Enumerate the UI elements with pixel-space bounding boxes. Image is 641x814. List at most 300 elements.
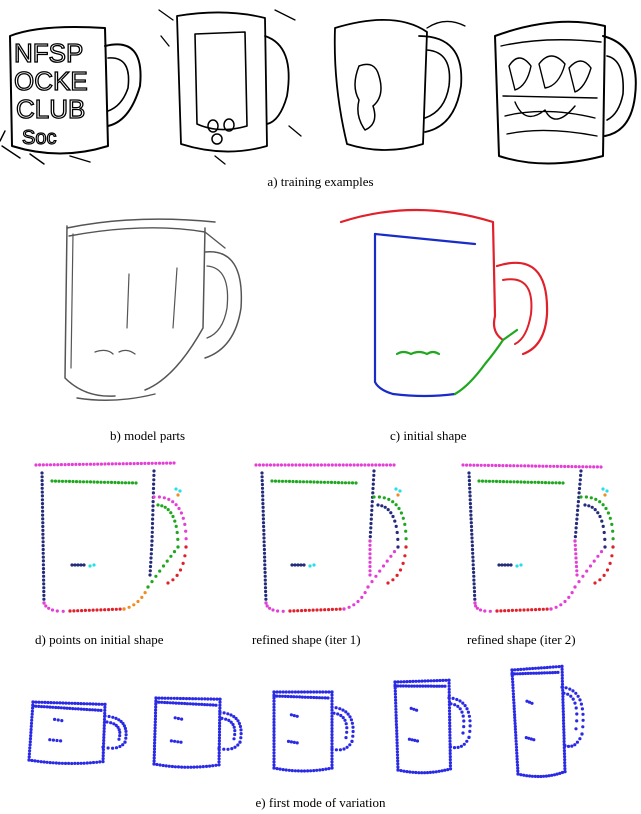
shape-point	[469, 498, 472, 501]
shape-point	[75, 480, 78, 483]
shape-point	[393, 680, 396, 683]
shape-point	[323, 463, 326, 466]
shape-point	[85, 702, 88, 705]
shape-point	[556, 465, 559, 468]
shape-point	[449, 702, 452, 705]
shape-point	[64, 480, 67, 483]
shape-point	[118, 728, 121, 731]
shape-point	[46, 761, 49, 764]
shape-point	[468, 715, 471, 718]
shape-point	[571, 689, 574, 692]
shape-point	[218, 754, 221, 757]
shape-point	[52, 701, 55, 704]
shape-point	[330, 700, 333, 703]
shape-point	[42, 567, 45, 570]
shape-point	[222, 748, 225, 751]
shape-point	[472, 567, 475, 570]
shape-point	[345, 722, 348, 725]
shape-point	[304, 696, 307, 699]
shape-point	[465, 464, 468, 467]
shape-point	[447, 696, 450, 699]
shape-point	[562, 713, 565, 716]
training-example-1	[0, 6, 150, 166]
shape-point	[567, 596, 570, 599]
shape-point	[89, 463, 92, 466]
shape-point	[29, 731, 32, 734]
shape-point	[468, 479, 471, 482]
shape-point	[394, 683, 397, 686]
shape-point	[491, 480, 494, 483]
shape-point	[470, 517, 473, 520]
shape-point	[589, 465, 592, 468]
shape-point	[154, 705, 157, 708]
shape-point	[526, 608, 529, 611]
shape-point	[344, 481, 347, 484]
shape-point	[291, 480, 294, 483]
shape-point	[136, 600, 139, 603]
shape-point	[515, 740, 518, 743]
shape-point	[309, 480, 312, 483]
model-parts-sketch	[55, 208, 255, 418]
shape-point	[189, 766, 192, 769]
shape-point	[384, 506, 387, 509]
shape-point	[124, 737, 127, 740]
shape-point	[356, 600, 359, 603]
shape-point	[389, 511, 392, 514]
shape-point	[282, 768, 285, 771]
shape-point	[47, 607, 50, 610]
shape-point	[42, 552, 45, 555]
shape-point	[211, 764, 214, 767]
shape-point	[448, 685, 451, 688]
shape-point	[287, 740, 290, 743]
shape-point	[272, 724, 275, 727]
shape-point	[324, 696, 327, 699]
shape-point	[41, 536, 44, 539]
shape-point	[151, 513, 154, 516]
shape-point	[468, 491, 471, 494]
shape-point	[94, 703, 97, 706]
shape-point	[42, 540, 45, 543]
shape-point	[264, 586, 267, 589]
shape-point	[74, 707, 77, 710]
shape-point	[152, 487, 155, 490]
shape-point	[342, 607, 345, 610]
shape-point	[561, 680, 564, 683]
shape-point	[230, 747, 233, 750]
shape-point	[574, 727, 577, 730]
shape-point	[330, 706, 333, 709]
shape-point	[272, 763, 275, 766]
shape-point	[282, 690, 285, 693]
shape-point	[330, 727, 333, 730]
shape-point	[124, 481, 127, 484]
shape-point	[330, 760, 333, 763]
shape-point	[288, 769, 291, 772]
shape-point	[327, 608, 330, 611]
shape-point	[332, 712, 335, 715]
shape-point	[579, 469, 582, 472]
shape-point	[605, 489, 608, 492]
shape-point	[232, 737, 235, 740]
shape-point	[372, 469, 375, 472]
shape-point	[396, 750, 399, 753]
shape-point	[281, 480, 284, 483]
shape-point	[218, 707, 221, 710]
shape-point	[303, 769, 306, 772]
shape-point	[103, 724, 106, 727]
shape-point	[509, 480, 512, 483]
shape-point	[167, 508, 170, 511]
shape-point	[208, 765, 211, 768]
shape-point	[103, 718, 106, 721]
shape-point	[391, 578, 394, 581]
shape-point	[218, 730, 221, 733]
shape-point	[303, 690, 306, 693]
shape-point	[199, 765, 202, 768]
shape-point	[484, 480, 487, 483]
shape-point	[41, 479, 44, 482]
shape-point	[272, 700, 275, 703]
shape-point	[330, 693, 333, 696]
shape-point	[514, 737, 517, 740]
shape-point	[206, 697, 209, 700]
shape-point	[512, 464, 515, 467]
shape-point	[46, 705, 49, 708]
shape-point	[587, 504, 590, 507]
shape-point	[266, 604, 269, 607]
shape-point	[102, 736, 105, 739]
shape-point	[467, 736, 470, 739]
shape-point	[513, 704, 516, 707]
shape-point	[461, 731, 464, 734]
shape-point	[339, 714, 342, 717]
shape-point	[42, 556, 45, 559]
shape-point	[335, 748, 338, 751]
shape-point	[563, 758, 566, 761]
shape-point	[236, 719, 239, 722]
shape-point	[153, 744, 156, 747]
shape-point	[594, 498, 597, 501]
shape-point	[449, 758, 452, 761]
shape-point	[374, 463, 377, 466]
shape-point	[418, 685, 421, 688]
caption-model-parts: b) model parts	[110, 428, 186, 443]
shape-point	[472, 575, 475, 578]
shape-point	[41, 533, 44, 536]
shape-point	[99, 709, 102, 712]
shape-point	[575, 719, 578, 722]
shape-point	[169, 701, 172, 704]
shape-point	[173, 520, 176, 523]
shape-point	[73, 702, 76, 705]
shape-point	[309, 769, 312, 772]
shape-point	[368, 556, 371, 559]
shape-point	[165, 764, 168, 767]
shape-point	[473, 582, 476, 585]
shape-point	[378, 570, 381, 573]
shape-point	[61, 762, 64, 765]
shape-point	[165, 462, 168, 465]
shape-point	[294, 769, 297, 772]
shape-point	[179, 741, 182, 744]
shape-point	[269, 463, 272, 466]
shape-point	[305, 463, 308, 466]
shape-point	[56, 463, 59, 466]
shape-point	[276, 609, 279, 612]
shape-point	[348, 715, 351, 718]
shape-point	[182, 517, 185, 520]
shape-point	[603, 538, 606, 541]
shape-point	[396, 765, 399, 768]
shape-point	[396, 756, 399, 759]
shape-point	[448, 712, 451, 715]
shape-point	[174, 765, 177, 768]
shape-point	[41, 502, 44, 505]
shape-point	[67, 463, 70, 466]
shape-point	[531, 667, 534, 670]
shape-point	[51, 608, 54, 611]
shape-point	[180, 702, 183, 705]
shape-point	[515, 752, 518, 755]
shape-point	[173, 740, 176, 743]
shape-point	[48, 706, 51, 709]
shape-point	[552, 665, 555, 668]
shape-point	[42, 586, 45, 589]
mug-text-line-1: NFSP	[14, 38, 84, 68]
shape-point	[473, 601, 476, 604]
shape-point	[567, 465, 570, 468]
shape-point	[261, 475, 264, 478]
shape-point	[570, 465, 573, 468]
shape-point	[233, 746, 236, 749]
shape-point	[543, 666, 546, 669]
shape-point	[49, 701, 52, 704]
shape-point	[383, 496, 386, 499]
shape-point	[460, 745, 463, 748]
shape-point	[516, 767, 519, 770]
shape-point	[92, 609, 95, 612]
shape-point	[606, 568, 609, 571]
shape-point	[580, 703, 583, 706]
shape-point	[545, 775, 548, 778]
shape-point	[122, 462, 125, 465]
shape-point	[272, 721, 275, 724]
shape-point	[513, 716, 516, 719]
shape-point	[167, 697, 170, 700]
shape-point	[43, 705, 46, 708]
shape-point	[522, 608, 525, 611]
shape-point	[577, 695, 580, 698]
shape-point	[513, 707, 516, 710]
shape-point	[79, 762, 82, 765]
shape-point	[224, 718, 227, 721]
shape-point	[57, 718, 60, 721]
shape-point	[413, 739, 416, 742]
shape-point	[41, 483, 44, 486]
shape-point	[596, 555, 599, 558]
shape-point	[449, 764, 452, 767]
shape-point	[561, 695, 564, 698]
shape-point	[261, 494, 264, 497]
shape-point	[395, 714, 398, 717]
shape-point	[544, 481, 547, 484]
shape-point	[514, 734, 517, 737]
shape-point	[82, 708, 85, 711]
shape-point	[602, 525, 605, 528]
shape-point	[293, 714, 296, 717]
shape-point	[261, 487, 264, 490]
shape-point	[45, 463, 48, 466]
shape-point	[372, 495, 375, 498]
shape-point	[578, 737, 581, 740]
shape-point	[558, 481, 561, 484]
shape-point	[469, 506, 472, 509]
shape-point	[169, 511, 172, 514]
shape-point	[579, 495, 582, 498]
shape-point	[549, 465, 552, 468]
shape-point	[42, 590, 45, 593]
shape-point	[563, 737, 566, 740]
shape-point	[395, 735, 398, 738]
shape-point	[59, 739, 62, 742]
shape-point	[297, 690, 300, 693]
shape-point	[60, 719, 63, 722]
shape-point	[581, 725, 584, 728]
shape-point	[41, 498, 44, 501]
shape-point	[296, 741, 299, 744]
shape-point	[391, 515, 394, 518]
shape-point	[290, 563, 293, 566]
shape-point	[591, 506, 594, 509]
shape-point	[368, 548, 371, 551]
shape-point	[396, 753, 399, 756]
shape-point	[542, 608, 545, 611]
shape-point	[576, 741, 579, 744]
shape-point	[560, 665, 563, 668]
shape-point	[603, 493, 606, 496]
shape-point	[284, 480, 287, 483]
shape-point	[118, 731, 121, 734]
shape-point	[395, 732, 398, 735]
shape-point	[510, 668, 513, 671]
shape-point	[576, 513, 579, 516]
point-set	[254, 463, 407, 613]
shape-point	[151, 535, 154, 538]
shape-point	[330, 703, 333, 706]
shape-point	[574, 692, 577, 695]
shape-point	[520, 464, 523, 467]
shape-point	[609, 517, 612, 520]
shape-point	[330, 690, 333, 693]
shape-point	[82, 480, 85, 483]
shape-point	[272, 693, 275, 696]
shape-point	[119, 608, 122, 611]
mug-text-line-2: OCKE	[14, 66, 88, 96]
shape-point	[153, 738, 156, 741]
shape-point	[163, 701, 166, 704]
shape-point	[546, 608, 549, 611]
shape-point	[448, 718, 451, 721]
shape-point	[336, 712, 339, 715]
shape-point	[368, 552, 371, 555]
shape-point	[519, 609, 522, 612]
shape-point	[292, 695, 295, 698]
shape-point	[575, 565, 578, 568]
shape-point	[125, 733, 128, 736]
shape-point	[569, 695, 572, 698]
shape-point	[448, 728, 451, 731]
shape-point	[163, 496, 166, 499]
shape-point	[36, 760, 39, 763]
shape-point	[395, 717, 398, 720]
shape-point	[92, 563, 95, 566]
shape-point	[427, 685, 430, 688]
shape-point	[154, 723, 157, 726]
shape-point	[570, 745, 573, 748]
shape-point	[389, 555, 392, 558]
shape-point	[175, 503, 178, 506]
shape-point	[42, 601, 45, 604]
shape-point	[281, 695, 284, 698]
shape-point	[426, 679, 429, 682]
shape-point	[40, 705, 43, 708]
shape-point	[78, 463, 81, 466]
shape-point	[372, 483, 375, 486]
shape-point	[97, 709, 100, 712]
shape-point	[61, 701, 64, 704]
shape-point	[111, 747, 114, 750]
shape-point	[169, 462, 172, 465]
shape-point	[102, 754, 105, 757]
points-initial-shape	[28, 455, 208, 625]
shape-point	[319, 608, 322, 611]
shape-point	[82, 702, 85, 705]
shape-point	[176, 545, 179, 548]
shape-point	[302, 463, 305, 466]
shape-point	[574, 552, 577, 555]
shape-point	[330, 715, 333, 718]
shape-point	[62, 610, 65, 613]
shape-point	[534, 608, 537, 611]
shape-point	[561, 674, 564, 677]
shape-point	[519, 668, 522, 671]
shape-point	[426, 771, 429, 774]
variation-mug-1	[25, 690, 135, 775]
shape-point	[512, 698, 515, 701]
shape-point	[602, 503, 605, 506]
shape-point	[30, 719, 33, 722]
shape-point	[360, 596, 363, 599]
shape-point	[312, 690, 315, 693]
shape-point	[364, 591, 367, 594]
shape-point	[41, 514, 44, 517]
shape-point	[487, 464, 490, 467]
shape-point	[469, 494, 472, 497]
shape-point	[467, 711, 470, 714]
shape-point	[562, 704, 565, 707]
shape-point	[469, 464, 472, 467]
shape-point	[396, 680, 399, 683]
shape-point	[389, 463, 392, 466]
shape-point	[55, 701, 58, 704]
shape-point	[305, 480, 308, 483]
shape-point	[149, 565, 152, 568]
shape-point	[64, 463, 67, 466]
shape-point	[563, 764, 566, 767]
shape-point	[600, 550, 603, 553]
shape-point	[41, 521, 44, 524]
